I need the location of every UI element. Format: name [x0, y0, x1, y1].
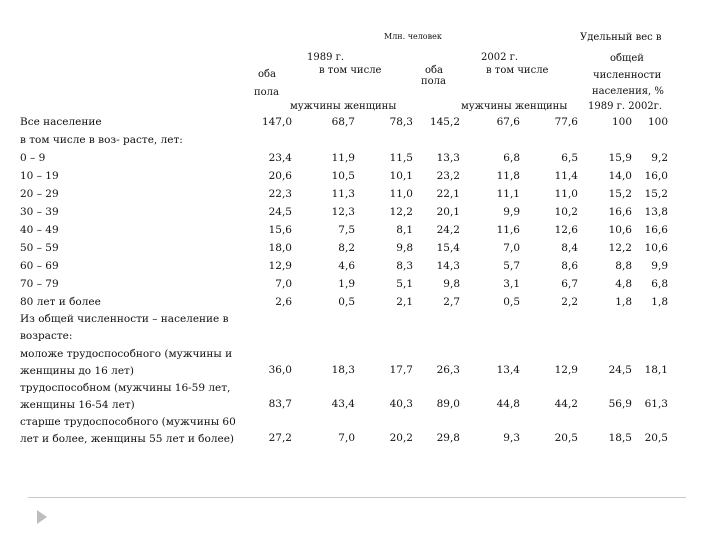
- table-cell: 83,7: [268, 398, 292, 410]
- row-label: Все население: [20, 116, 102, 128]
- table-cell: 13,4: [496, 364, 520, 376]
- incl-2002-header: в том числе: [486, 65, 549, 76]
- table-cell: 0,5: [338, 296, 355, 308]
- unit-label: Млн. человек: [384, 32, 442, 41]
- both-sexes-1989-b: пола: [254, 87, 279, 98]
- table-cell: 10,5: [331, 170, 355, 182]
- share-title-line1: Удельный вес в: [580, 32, 662, 43]
- both-sexes-2002-b: пола: [421, 76, 446, 87]
- table-cell: 10,6: [644, 242, 668, 254]
- table-cell: 68,7: [331, 116, 355, 128]
- table-cell: 24,5: [608, 364, 632, 376]
- table-cell: 17,7: [389, 364, 413, 376]
- table-cell: 11,9: [331, 152, 355, 164]
- table-cell: 18,0: [268, 242, 292, 254]
- incl-1989-header: в том числе: [319, 65, 382, 76]
- table-cell: 8,6: [561, 260, 578, 272]
- table-cell: 15,2: [644, 188, 668, 200]
- table-cell: 23,4: [268, 152, 292, 164]
- table-cell: 2,1: [396, 296, 413, 308]
- table-cell: 10,1: [389, 170, 413, 182]
- table-cell: 12,9: [268, 260, 292, 272]
- table-cell: 10,6: [608, 224, 632, 236]
- table-cell: 9,2: [651, 152, 668, 164]
- table-cell: 44,2: [554, 398, 578, 410]
- table-cell: 18,3: [331, 364, 355, 376]
- table-cell: 16,0: [644, 170, 668, 182]
- table-cell: 1,9: [338, 278, 355, 290]
- both-sexes-2002-a: оба: [425, 65, 444, 76]
- table-cell: 44,8: [496, 398, 520, 410]
- table-cell: 11,1: [496, 188, 520, 200]
- table-cell: 6,8: [651, 278, 668, 290]
- table-cell: 6,5: [561, 152, 578, 164]
- arrow-bullet-icon: [37, 510, 47, 524]
- both-sexes-1989-a: оба: [258, 69, 277, 80]
- row-label: 20 – 29: [20, 188, 59, 200]
- table-cell: 24,2: [436, 224, 460, 236]
- row-label: 80 лет и более: [20, 296, 101, 308]
- year-1989-header: 1989 г.: [307, 52, 345, 63]
- footer-divider: [28, 497, 686, 498]
- table-cell: 29,8: [436, 432, 460, 444]
- table-cell: 4,8: [615, 278, 632, 290]
- row-label: 10 – 19: [20, 170, 59, 182]
- table-cell: 15,9: [608, 152, 632, 164]
- table-cell: 12,2: [608, 242, 632, 254]
- table-cell: 8,2: [338, 242, 355, 254]
- table-cell: 100: [647, 116, 668, 128]
- table-cell: 145,2: [429, 116, 460, 128]
- table-cell: 11,8: [496, 170, 520, 182]
- row-label: 60 – 69: [20, 260, 59, 272]
- table-cell: 20,5: [644, 432, 668, 444]
- group-label: трудоспособном (мужчины 16-59 лет, женщины 16-54 лет): [20, 382, 231, 411]
- row-label: в том числе в воз- расте, лет:: [20, 134, 183, 146]
- table-cell: 56,9: [608, 398, 632, 410]
- table-cell: 43,4: [331, 398, 355, 410]
- table-cell: 18,5: [608, 432, 632, 444]
- share-title-line2: общей: [610, 53, 644, 64]
- table-cell: 5,7: [503, 260, 520, 272]
- table-cell: 16,6: [644, 224, 668, 236]
- table-cell: 11,4: [554, 170, 578, 182]
- table-cell: 67,6: [496, 116, 520, 128]
- table-cell: 1,8: [615, 296, 632, 308]
- row-label: 40 – 49: [20, 224, 59, 236]
- table-cell: 9,8: [396, 242, 413, 254]
- share-title-line3: численности: [593, 70, 662, 81]
- section-title: Из общей численности – население в возрасте:: [20, 313, 229, 342]
- table-cell: 78,3: [389, 116, 413, 128]
- table-cell: 9,9: [651, 260, 668, 272]
- row-label: 30 – 39: [20, 206, 59, 218]
- men-women-2002-header: мужчины женщины: [461, 101, 568, 112]
- table-cell: 12,3: [331, 206, 355, 218]
- table-cell: 18,1: [644, 364, 668, 376]
- table-cell: 23,2: [436, 170, 460, 182]
- table-cell: 6,8: [503, 152, 520, 164]
- table-cell: 26,3: [436, 364, 460, 376]
- table-cell: 89,0: [436, 398, 460, 410]
- table-cell: 3,1: [503, 278, 520, 290]
- table-cell: 22,1: [436, 188, 460, 200]
- table-cell: 7,0: [338, 432, 355, 444]
- table-cell: 2,2: [561, 296, 578, 308]
- table-cell: 147,0: [261, 116, 292, 128]
- table-cell: 15,6: [268, 224, 292, 236]
- row-label: 0 – 9: [20, 152, 46, 164]
- table-cell: 2,7: [443, 296, 460, 308]
- table-cell: 1,8: [651, 296, 668, 308]
- group-label: старше трудоспособного (мужчины 60 лет и более, женщины 55 лет и более): [20, 416, 236, 445]
- table-cell: 61,3: [644, 398, 668, 410]
- table-cell: 7,0: [503, 242, 520, 254]
- table-cell: 8,1: [396, 224, 413, 236]
- row-label: 70 – 79: [20, 278, 59, 290]
- table-cell: 2,6: [275, 296, 292, 308]
- table-cell: 11,6: [496, 224, 520, 236]
- table-cell: 9,9: [503, 206, 520, 218]
- table-cell: 12,6: [554, 224, 578, 236]
- share-title-line4: населения, %: [592, 86, 664, 97]
- table-cell: 27,2: [268, 432, 292, 444]
- table-cell: 10,2: [554, 206, 578, 218]
- table-cell: 11,0: [554, 188, 578, 200]
- table-cell: 40,3: [389, 398, 413, 410]
- table-cell: 11,5: [389, 152, 413, 164]
- table-cell: 16,6: [608, 206, 632, 218]
- table-cell: 8,4: [561, 242, 578, 254]
- table-cell: 20,6: [268, 170, 292, 182]
- table-cell: 12,9: [554, 364, 578, 376]
- table-cell: 13,3: [436, 152, 460, 164]
- table-cell: 77,6: [554, 116, 578, 128]
- men-women-1989-header: мужчины женщины: [290, 101, 397, 112]
- table-cell: 20,2: [389, 432, 413, 444]
- table-cell: 15,2: [608, 188, 632, 200]
- table-cell: 100: [611, 116, 632, 128]
- table-cell: 0,5: [503, 296, 520, 308]
- table-cell: 9,3: [503, 432, 520, 444]
- table-cell: 14,0: [608, 170, 632, 182]
- row-label: 50 – 59: [20, 242, 59, 254]
- table-cell: 15,4: [436, 242, 460, 254]
- table-cell: 7,5: [338, 224, 355, 236]
- table-cell: 8,3: [396, 260, 413, 272]
- group-label: моложе трудоспособного (мужчины и женщины до 16 лет): [20, 348, 233, 377]
- year-2002-header: 2002 г.: [481, 52, 519, 63]
- table-cell: 12,2: [389, 206, 413, 218]
- table-cell: 13,8: [644, 206, 668, 218]
- table-cell: 4,6: [338, 260, 355, 272]
- table-cell: 11,3: [331, 188, 355, 200]
- table-cell: 11,0: [389, 188, 413, 200]
- table-cell: 20,1: [436, 206, 460, 218]
- table-cell: 5,1: [396, 278, 413, 290]
- table-cell: 6,7: [561, 278, 578, 290]
- table-cell: 9,8: [443, 278, 460, 290]
- table-cell: 7,0: [275, 278, 292, 290]
- table-cell: 24,5: [268, 206, 292, 218]
- table-cell: 20,5: [554, 432, 578, 444]
- share-years-header: 1989 г. 2002г.: [588, 101, 663, 112]
- table-cell: 36,0: [268, 364, 292, 376]
- table-cell: 8,8: [615, 260, 632, 272]
- table-cell: 14,3: [436, 260, 460, 272]
- table-cell: 22,3: [268, 188, 292, 200]
